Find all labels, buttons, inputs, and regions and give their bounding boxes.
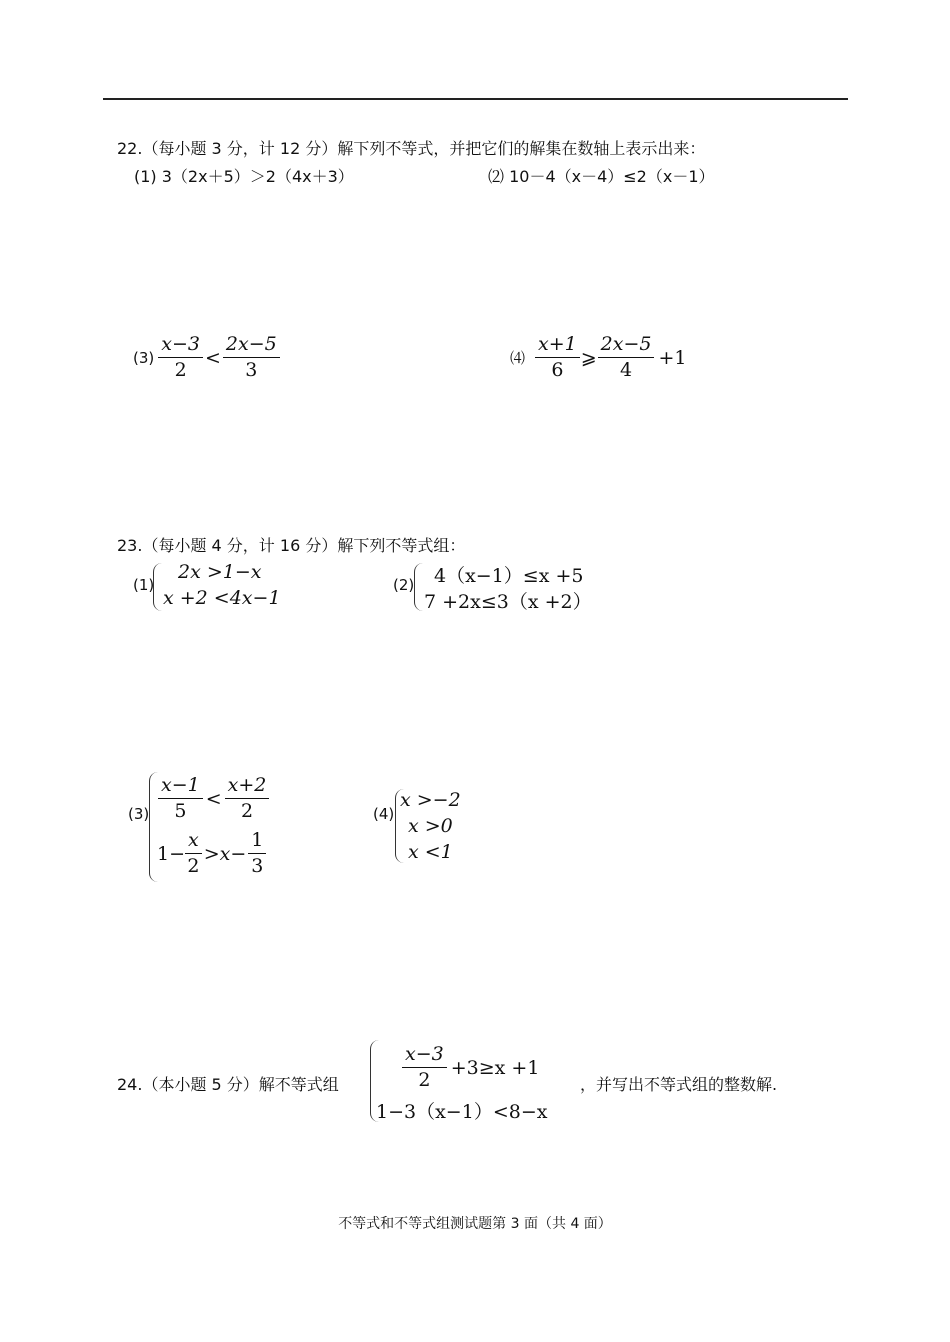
q22-part3-label: (3) [133,348,155,367]
numerator: x+2 [225,775,270,799]
q23-part2-line1: 4（x−1）≤x +5 [434,565,584,587]
numerator: x+1 [535,334,580,358]
middle: >x− [203,842,247,865]
denominator: 2 [240,799,254,822]
q23-part4-line2: x >0 [408,815,453,837]
q23-part3-frac-b [225,775,270,823]
q22-header: 22.（每小题 3 分，计 12 分）解下列不等式，并把它们的解集在数轴上表示出来： [117,139,706,158]
q23-part3-line2 [157,830,266,878]
q23-part1-line2: x +2 <4x−1 [163,587,281,609]
q24-trailer: ，并写出不等式组的整数解. [580,1075,778,1094]
tail: +1 [658,346,687,369]
q23-part4-label: (4) [373,805,395,823]
denominator: 3 [251,854,264,877]
denominator: 2 [418,1068,431,1091]
denominator: 2 [174,358,187,381]
denominator: 2 [187,854,200,877]
q23-part1-line1: 2x >1−x [178,561,262,583]
q22-part4-frac-left [535,334,580,382]
denominator: 5 [174,799,187,822]
tail: +3≥x +1 [450,1056,540,1079]
q23-part3-frac-c [185,830,202,878]
denominator: 4 [620,358,633,381]
numerator: x−1 [158,775,203,799]
operator: < [204,346,221,369]
q23-part2-line2: 7 +2x≤3（x +2） [424,591,592,613]
page-footer: 不等式和不等式组测试题第 3 面（共 4 面） [338,1216,612,1232]
numerator: 2x−5 [223,334,280,358]
q22-part4-frac-right [598,334,655,382]
q24-header: 24.（本小题 5 分）解不等式组 [117,1075,339,1094]
q23-part3-line1 [158,775,269,823]
q24-frac [402,1044,447,1092]
q22-part1: (1) 3（2x＋5）＞2（4x＋3） [134,167,354,186]
q23-part1-brace [153,563,162,611]
q23-header: 23.（每小题 4 分，计 16 分）解下列不等式组： [117,536,466,555]
denominator: 6 [551,358,564,381]
operator: < [205,787,222,810]
q23-part3-frac-d [248,830,266,878]
numerator: 1 [248,830,266,854]
q24-line2: 1−3（x−1）<8−x [376,1101,548,1123]
numerator: x−3 [402,1044,447,1068]
denominator: 3 [245,358,258,381]
q23-part4-line3: x <1 [408,841,453,863]
q22-part3-frac-right [223,334,280,382]
q22-part2: ⑵ 10－4（x－4）≤2（x－1） [488,167,715,186]
q23-part3-label: (3) [128,805,150,823]
q23-part1-label: (1) [133,576,155,594]
prefix: 1− [157,842,186,865]
q23-part2-label: (2) [393,576,415,594]
q22-part3-frac-left [158,334,203,382]
q22-part3 [133,334,280,382]
numerator: 2x−5 [598,334,655,358]
header-rule [103,98,848,100]
q23-part4-line1: x >−2 [400,789,461,811]
operator: ⩾ [580,346,597,369]
q22-part4-label: ⑷ [510,349,526,368]
numerator: x [185,830,202,854]
q23-part3-frac-a [158,775,203,823]
q22-part4 [510,334,687,382]
numerator: x−3 [158,334,203,358]
q23-part2-brace [414,563,423,611]
q24-line1 [402,1044,539,1092]
